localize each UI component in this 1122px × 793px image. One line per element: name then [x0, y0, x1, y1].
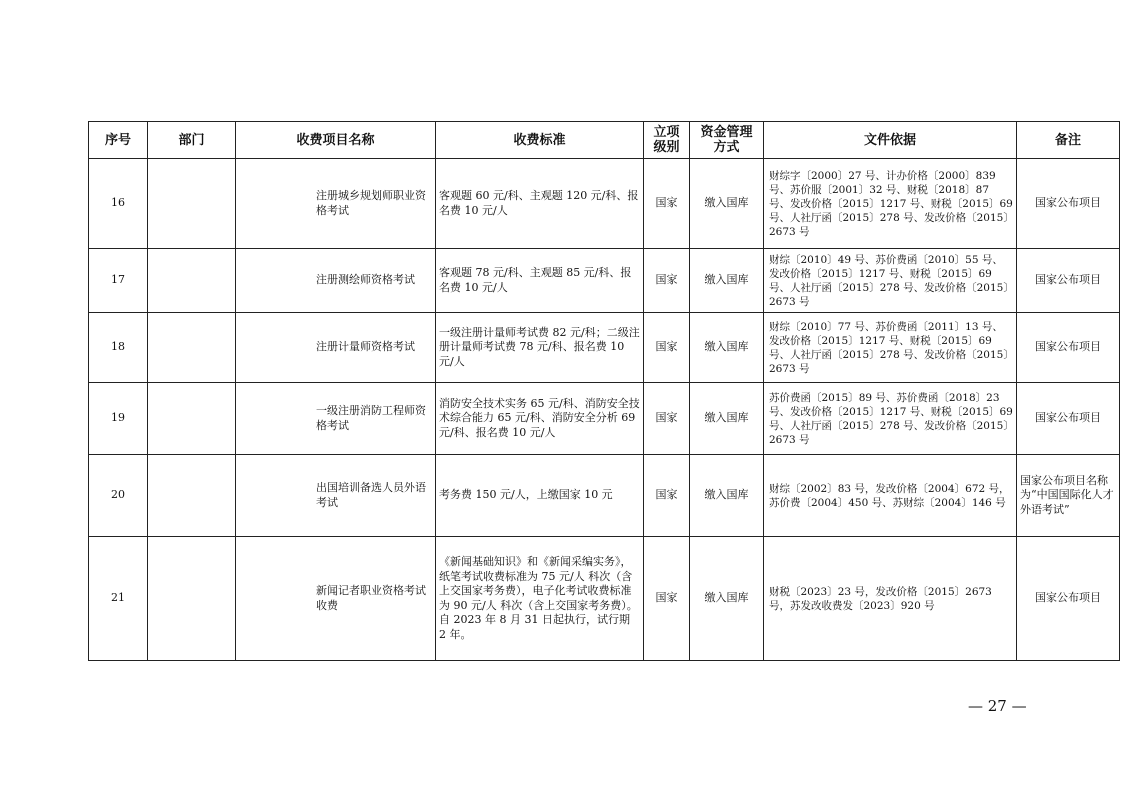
cell-seq: 20 — [89, 455, 148, 537]
cell-standard: 客观题 60 元/科、主观题 120 元/科、报名费 10 元/人 — [436, 159, 644, 249]
cell-basis: 财综字〔2000〕27 号、计办价格〔2000〕839 号、苏价服〔2001〕32 号、财税〔2018〕87 号、发改价格〔2015〕1217 号、财税〔2015〕69 号、人社厅函〔2015〕278 号、发改价格〔2015〕2673 号 — [764, 159, 1017, 249]
cell-fund: 缴入国库 — [690, 313, 764, 383]
cell-basis: 财综〔2010〕49 号、苏价费函〔2010〕55 号、发改价格〔2015〕1217 号、财税〔2015〕69 号、人社厅函〔2015〕278 号、发改价格〔2015〕2673 号 — [764, 249, 1017, 313]
cell-fund: 缴入国库 — [690, 537, 764, 661]
cell-level: 国家 — [644, 383, 690, 455]
cell-standard: 一级注册计量师考试费 82 元/科；二级注册计量师考试费 78 元/科、报名费 10 元/人 — [436, 313, 644, 383]
header-basis: 文件依据 — [764, 122, 1017, 159]
cell-fund: 缴入国库 — [690, 249, 764, 313]
header-fund: 资金管理 方式 — [690, 122, 764, 159]
header-standard: 收费标准 — [436, 122, 644, 159]
cell-basis: 苏价费函〔2015〕89 号、苏价费函〔2018〕23 号、发改价格〔2015〕1217 号、财税〔2015〕69 号、人社厅函〔2015〕278 号、发改价格〔2015〕2673 号 — [764, 383, 1017, 455]
cell-basis: 财综〔2010〕77 号、苏价费函〔2011〕13 号、发改价格〔2015〕1217 号、财税〔2015〕69 号、人社厅函〔2015〕278 号、发改价格〔2015〕2673 号 — [764, 313, 1017, 383]
cell-level: 国家 — [644, 537, 690, 661]
header-remark: 备注 — [1017, 122, 1120, 159]
cell-fund: 缴入国库 — [690, 383, 764, 455]
cell-remark: 国家公布项目 — [1017, 313, 1120, 383]
cell-dept — [148, 455, 236, 537]
cell-remark: 国家公布项目 — [1017, 537, 1120, 661]
cell-name: 注册计量师资格考试 — [236, 313, 436, 383]
cell-dept — [148, 383, 236, 455]
table-row — [89, 313, 1120, 383]
table-row — [89, 455, 1120, 537]
table-row — [89, 383, 1120, 455]
cell-remark: 国家公布项目 — [1017, 159, 1120, 249]
cell-level: 国家 — [644, 249, 690, 313]
header-dept: 部门 — [148, 122, 236, 159]
fee-table — [88, 121, 1120, 661]
cell-dept — [148, 249, 236, 313]
cell-dept — [148, 159, 236, 249]
header-level: 立项 级别 — [644, 122, 690, 159]
cell-standard: 消防安全技术实务 65 元/科、消防安全技术综合能力 65 元/科、消防安全分析 69 元/科、报名费 10 元/人 — [436, 383, 644, 455]
cell-dept — [148, 313, 236, 383]
cell-basis: 财综〔2002〕83 号，发改价格〔2004〕672 号，苏价费〔2004〕450 号、苏财综〔2004〕146 号 — [764, 455, 1017, 537]
cell-standard: 客观题 78 元/科、主观题 85 元/科、报名费 10 元/人 — [436, 249, 644, 313]
cell-name: 新闻记者职业资格考试收费 — [236, 537, 436, 661]
header-seq: 序号 — [89, 122, 148, 159]
cell-remark: 国家公布项目 — [1017, 383, 1120, 455]
cell-standard: 《新闻基础知识》和《新闻采编实务》，纸笔考试收费标准为 75 元/人 科次（含上交国家考务费），电子化考试收费标准为 90 元/人 科次（含上交国家考务费）。自 2023 年 8 月 31 日起执行，试行期 2 年。 — [436, 537, 644, 661]
cell-fund: 缴入国库 — [690, 455, 764, 537]
cell-dept — [148, 537, 236, 661]
cell-seq: 21 — [89, 537, 148, 661]
cell-standard: 考务费 150 元/人，上缴国家 10 元 — [436, 455, 644, 537]
cell-remark: 国家公布项目 — [1017, 249, 1120, 313]
table-row — [89, 159, 1120, 249]
table-row — [89, 249, 1120, 313]
cell-level: 国家 — [644, 159, 690, 249]
cell-seq: 17 — [89, 249, 148, 313]
cell-fund: 缴入国库 — [690, 159, 764, 249]
cell-remark: 国家公布项目名称为“中国国际化人才外语考试” — [1017, 455, 1120, 537]
page-number: — 27 — — [968, 697, 1027, 715]
cell-seq: 19 — [89, 383, 148, 455]
cell-level: 国家 — [644, 313, 690, 383]
cell-seq: 18 — [89, 313, 148, 383]
header-name: 收费项目名称 — [236, 122, 436, 159]
cell-name: 一级注册消防工程师资格考试 — [236, 383, 436, 455]
cell-seq: 16 — [89, 159, 148, 249]
table-header-row — [89, 122, 1120, 159]
cell-name: 出国培训备选人员外语考试 — [236, 455, 436, 537]
cell-name: 注册城乡规划师职业资格考试 — [236, 159, 436, 249]
table-row — [89, 537, 1120, 661]
cell-level: 国家 — [644, 455, 690, 537]
cell-basis: 财税〔2023〕23 号，发改价格〔2015〕2673 号，苏发改收费发〔2023〕920 号 — [764, 537, 1017, 661]
cell-name: 注册测绘师资格考试 — [236, 249, 436, 313]
